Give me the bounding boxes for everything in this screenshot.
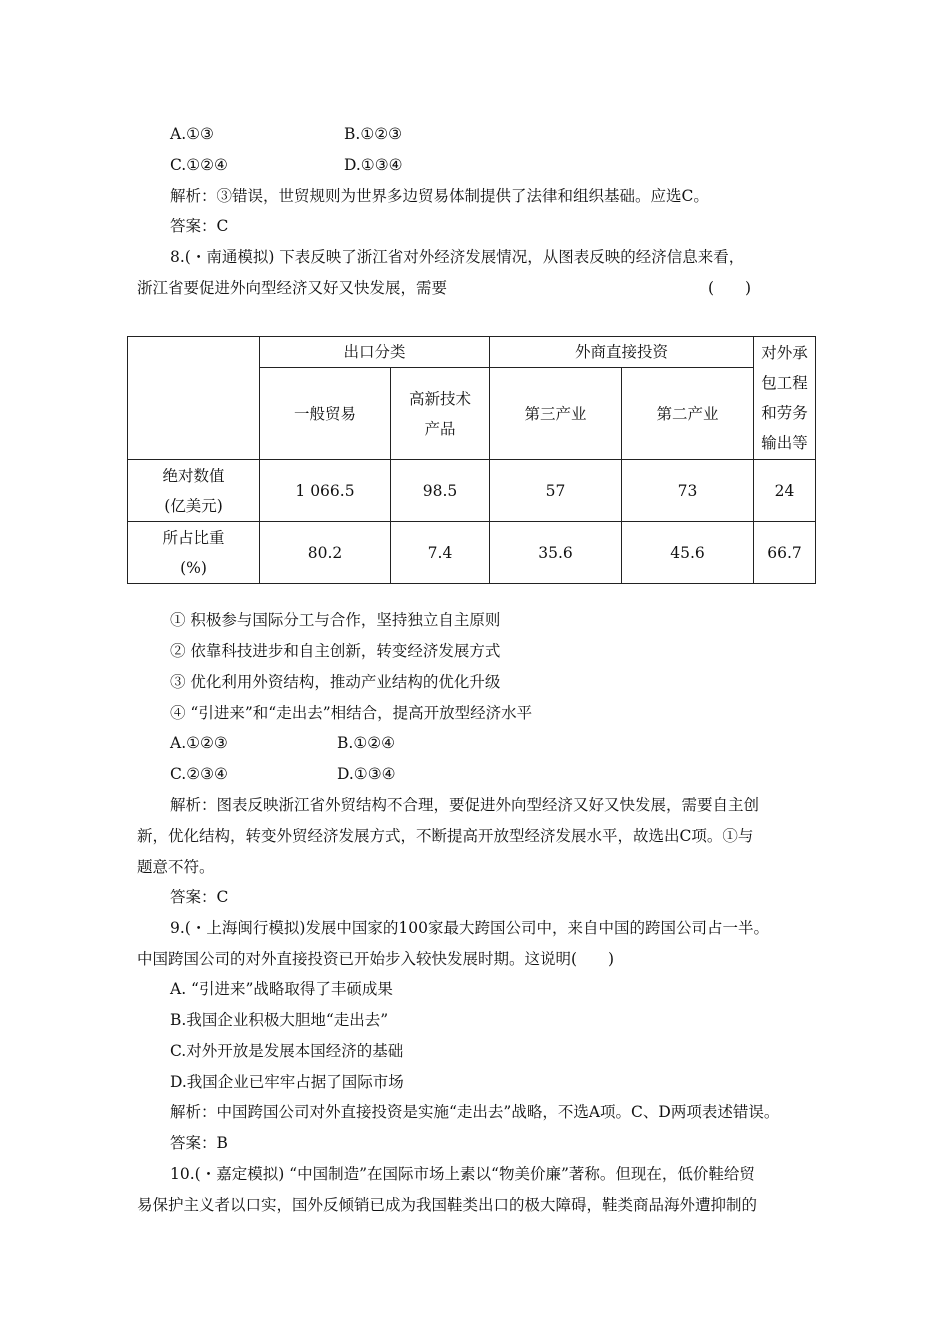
q7-answer: 答案：C [170, 217, 229, 235]
table-col-contract: 对外承 包工程 和劳务 输出等 [754, 337, 816, 460]
q8-analysis-line1: 解析：图表反映浙江省外贸结构不合理，要促进外向型经济又好又快发展，需要自主创 [170, 796, 760, 814]
q8-stem-line1: 8.(・南通模拟) 下表反映了浙江省对外经济发展情况，从图表反映的经济信息来看， [170, 248, 745, 266]
q10-stem-line2: 易保护主义者以口实，国外反倾销已成为我国鞋类出口的极大障碍，鞋类商品海外遭抑制的 [137, 1196, 758, 1214]
q8-answer: 答案：C [170, 888, 229, 906]
q8-item-4: ④ “引进来”和“走出去”相结合，提高开放型经济水平 [170, 704, 533, 722]
table-col-tertiary: 第三产业 [490, 368, 622, 460]
q8-item-1: ① 积极参与国际分工与合作，坚持独立自主原则 [170, 611, 501, 629]
table-cell: 80.2 [260, 522, 391, 584]
q9-analysis: 解析：中国跨国公司对外直接投资是实施“走出去”战略，不选A项。C、D两项表述错误。 [170, 1103, 780, 1121]
q9-option-c: C.对外开放是发展本国经济的基础 [170, 1042, 404, 1060]
q8-option-d: D.①③④ [337, 765, 396, 783]
q8-stem-line2: 浙江省要促进外向型经济又好又快发展，需要 [137, 279, 448, 297]
table-col-general-trade: 一般贸易 [260, 368, 391, 460]
q7-analysis: 解析：③错误，世贸规则为世界多边贸易体制提供了法律和组织基础。应选C。 [170, 187, 709, 205]
q9-option-a: A. “引进来”战略取得了丰硕成果 [170, 980, 393, 998]
table-group-export: 出口分类 [260, 337, 490, 368]
table-cell: 35.6 [490, 522, 622, 584]
table-col-hightech: 高新技术 产品 [391, 368, 490, 460]
q10-stem-line1: 10.(・嘉定模拟) “中国制造”在国际市场上素以“物美价廉”著称。但现在，低价鞋给贸 [170, 1165, 755, 1183]
q9-stem-line2: 中国跨国公司的对外直接投资已开始步入较快发展时期。这说明( ) [137, 950, 615, 968]
table-col-secondary: 第二产业 [622, 368, 754, 460]
q8-option-a: A.①②③ [170, 734, 228, 752]
table-cell: 7.4 [391, 522, 490, 584]
table-row-label: 绝对数值 (亿美元) [128, 460, 260, 522]
q8-option-c: C.②③④ [170, 765, 228, 783]
q7-option-a: A.①③ [170, 125, 214, 143]
q8-item-2: ② 依靠科技进步和自主创新，转变经济发展方式 [170, 642, 501, 660]
q8-item-3: ③ 优化利用外资结构，推动产业结构的优化升级 [170, 673, 501, 691]
q9-option-d: D.我国企业已牢牢占据了国际市场 [170, 1073, 404, 1091]
q8-answer-paren: ( ) [708, 279, 752, 297]
q9-option-b: B.我国企业积极大胆地“走出去” [170, 1011, 389, 1029]
table-cell: 45.6 [622, 522, 754, 584]
table-group-fdi: 外商直接投资 [490, 337, 754, 368]
q7-option-d: D.①③④ [344, 156, 403, 174]
table-cell: 98.5 [391, 460, 490, 522]
table-cell: 73 [622, 460, 754, 522]
table-cell: 66.7 [754, 522, 816, 584]
q8-data-table [127, 336, 816, 584]
table-cell: 1 066.5 [260, 460, 391, 522]
q7-option-c: C.①②④ [170, 156, 228, 174]
q7-option-b: B.①②③ [344, 125, 403, 143]
q8-analysis-line3: 题意不符。 [137, 858, 215, 876]
table-cell: 24 [754, 460, 816, 522]
table-corner-cell [128, 337, 260, 460]
q9-stem-line1: 9.(・上海闽行模拟)发展中国家的100家最大跨国公司中，来自中国的跨国公司占一半。 [170, 919, 769, 937]
table-row-label: 所占比重 (%) [128, 522, 260, 584]
q8-analysis-line2: 新，优化结构，转变外贸经济发展方式，不断提高开放型经济发展水平，故选出C项。①与 [137, 827, 754, 845]
q9-answer: 答案：B [170, 1134, 228, 1152]
table-cell: 57 [490, 460, 622, 522]
q8-option-b: B.①②④ [337, 734, 396, 752]
